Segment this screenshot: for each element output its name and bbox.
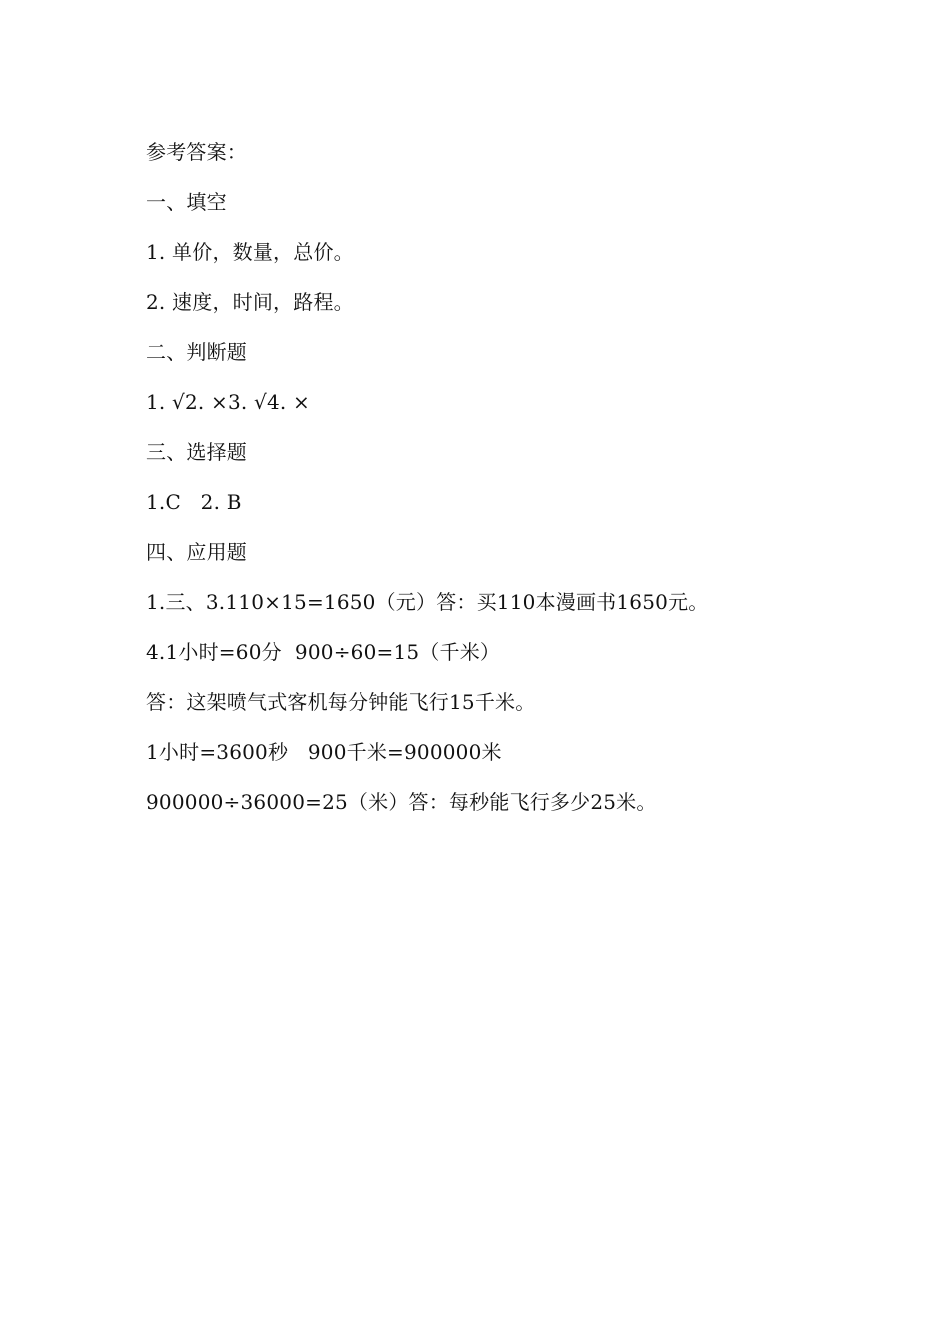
answer-key-title: 参考答案： xyxy=(146,140,247,164)
answer-line: 2. 速度，时间，路程。 xyxy=(146,290,354,314)
answer-line: 900000÷36000=25（米）答：每秒能飞行多少25米。 xyxy=(146,790,657,814)
section-heading-multiple-choice: 三、选择题 xyxy=(146,440,247,464)
answer-line: 1. √2. ×3. √4. × xyxy=(146,390,310,414)
answer-line: 1.C 2. B xyxy=(146,490,242,514)
answer-line: 1.三、3.110×15=1650（元）答：买110本漫画书1650元。 xyxy=(146,590,709,614)
section-heading-fill-blank: 一、填空 xyxy=(146,190,227,214)
answer-line: 1小时=3600秒 900千米=900000米 xyxy=(146,740,502,764)
answer-line: 4.1小时=60分 900÷60=15（千米） xyxy=(146,640,501,664)
answer-line: 答：这架喷气式客机每分钟能飞行15千米。 xyxy=(146,690,536,714)
section-heading-true-false: 二、判断题 xyxy=(146,340,247,364)
answer-line: 1. 单价，数量，总价。 xyxy=(146,240,354,264)
answer-key xyxy=(146,132,866,832)
section-heading-application: 四、应用题 xyxy=(146,540,247,564)
